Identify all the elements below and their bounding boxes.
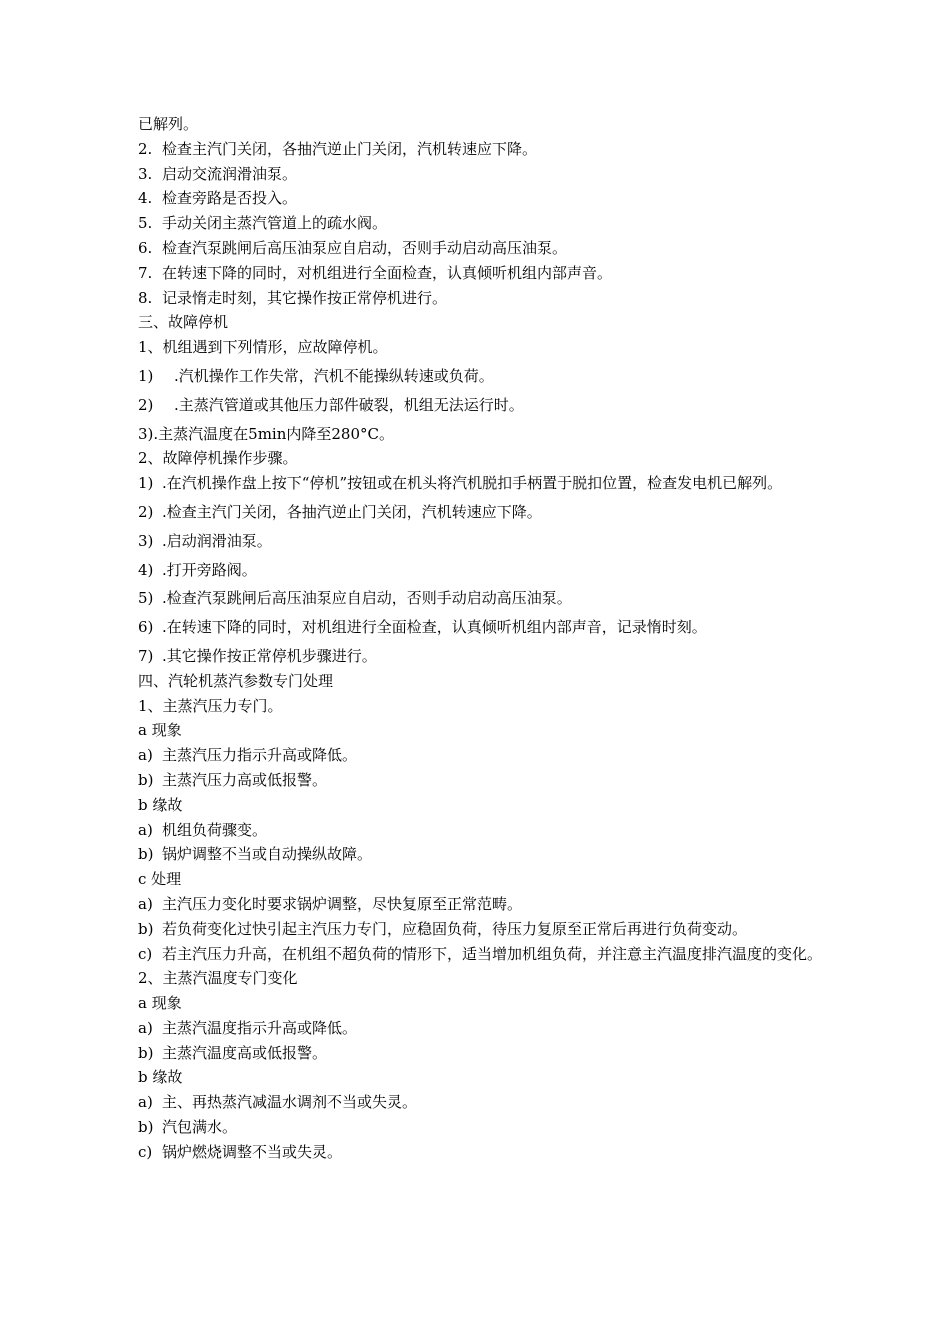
list-item <box>138 162 828 187</box>
item-text: .在转速下降的同时，对机组进行全面检查，认真倾听机组内部声音，记录惰时刻。 <box>162 618 707 637</box>
item-number: a) <box>138 820 153 839</box>
list-item <box>138 768 828 793</box>
item-text: 若负荷变化过快引起主汽压力专门，应稳固负荷，待压力复原至正常后再进行负荷变动。 <box>162 919 748 938</box>
list-item <box>138 186 828 211</box>
item-text: 手动关闭主蒸汽管道上的疏水阀。 <box>162 214 388 233</box>
heading-text: 2、主蒸汽温度专门变化 <box>138 969 298 988</box>
section-heading <box>138 669 828 694</box>
item-text: 主蒸汽温度高或低报警。 <box>162 1043 328 1062</box>
item-text: 汽包满水。 <box>162 1118 238 1137</box>
item-number: b) <box>138 1118 154 1137</box>
item-text: 锅炉燃烧调整不当或失灵。 <box>162 1142 343 1161</box>
label-text: b 缘故 <box>138 1068 183 1087</box>
line-text: 3).主蒸汽温度在5min内降至280°C。 <box>138 424 394 443</box>
heading-text: 2、故障停机操作步骤。 <box>138 449 298 468</box>
heading-text: 1、机组遇到下列情形，应故障停机。 <box>138 338 388 357</box>
item-text: 主蒸汽温度指示升高或降低。 <box>162 1018 358 1037</box>
list-item <box>138 471 828 496</box>
heading-text: 四、汽轮机蒸汽参数专门处理 <box>138 671 334 690</box>
item-text: 主蒸汽压力指示升高或降低。 <box>162 746 358 765</box>
item-number: 2. <box>138 139 153 158</box>
label-text: c 处理 <box>138 870 182 889</box>
item-number: 3) <box>138 531 154 550</box>
list-item <box>138 500 828 525</box>
item-text: 若主汽压力升高，在机组不超负荷的情形下，适当增加机组负荷，并注意主汽温度排汽温度的变化。 <box>162 944 823 963</box>
list-item <box>138 818 828 843</box>
category-label <box>138 867 828 892</box>
item-number: 4. <box>138 189 153 208</box>
list-item <box>138 586 828 611</box>
item-text: 在转速下降的同时，对机组进行全面检查，认真倾听机组内部声音。 <box>162 263 613 282</box>
item-number: 4) <box>138 560 154 579</box>
text-line <box>138 112 828 137</box>
category-label <box>138 793 828 818</box>
list-item <box>138 529 828 554</box>
item-text: .在汽机操作盘上按下“停机”按钮或在机头将汽机脱扣手柄置于脱扣位置，检查发电机已解列。 <box>162 474 783 493</box>
list-item <box>138 364 828 389</box>
item-number: 2) <box>138 395 154 414</box>
item-number: a) <box>138 746 153 765</box>
item-number: b) <box>138 1043 154 1062</box>
item-text: 机组负荷骤变。 <box>162 820 268 839</box>
item-text: .汽机操作工作失常，汽机不能操纵转速或负荷。 <box>174 366 494 385</box>
item-text: 启动交流润滑油泵。 <box>162 164 298 183</box>
list-item <box>138 615 828 640</box>
item-text: .检查主汽门关闭，各抽汽逆止门关闭，汽机转速应下降。 <box>162 502 542 521</box>
item-number: 7. <box>138 263 153 282</box>
item-number: 3. <box>138 164 153 183</box>
item-text: 记录惰走时刻，其它操作按正常停机进行。 <box>162 288 448 307</box>
list-item <box>138 942 828 967</box>
list-item <box>138 1115 828 1140</box>
item-text: 主蒸汽压力高或低报警。 <box>162 770 328 789</box>
label-text: b 缘故 <box>138 795 183 814</box>
list-item <box>138 286 828 311</box>
item-text: .打开旁路阀。 <box>162 560 257 579</box>
item-text: .启动润滑油泵。 <box>162 531 272 550</box>
subsection-heading <box>138 335 828 360</box>
list-item <box>138 211 828 236</box>
item-text: 检查旁路是否投入。 <box>162 189 298 208</box>
label-text: a 现象 <box>138 721 182 740</box>
item-text: 锅炉调整不当或自动操纵故障。 <box>162 845 373 864</box>
list-item <box>138 842 828 867</box>
item-number: 7) <box>138 646 154 665</box>
category-label <box>138 718 828 743</box>
item-number: 5. <box>138 214 153 233</box>
item-number: c) <box>138 1142 153 1161</box>
list-item <box>138 393 828 418</box>
item-number: 1) <box>138 366 154 385</box>
item-text: 检查主汽门关闭，各抽汽逆止门关闭，汽机转速应下降。 <box>162 139 538 158</box>
subsection-heading <box>138 966 828 991</box>
list-item <box>138 1140 828 1165</box>
item-number: a) <box>138 894 153 913</box>
list-item <box>138 892 828 917</box>
list-item <box>138 236 828 261</box>
item-number: 2) <box>138 502 154 521</box>
section-heading <box>138 310 828 335</box>
label-text: a 现象 <box>138 994 182 1013</box>
line-text: 已解列。 <box>138 115 199 133</box>
item-number: 6. <box>138 238 153 257</box>
subsection-heading <box>138 446 828 471</box>
item-text: .检查汽泵跳闸后高压油泵应自启动，否则手动启动高压油泵。 <box>162 589 572 608</box>
list-item <box>138 1016 828 1041</box>
heading-text: 1、主蒸汽压力专门。 <box>138 696 283 715</box>
heading-text: 三、故障停机 <box>138 313 229 332</box>
item-number: 5) <box>138 589 154 608</box>
list-item <box>138 261 828 286</box>
list-item <box>138 743 828 768</box>
item-text: 主汽压力变化时要求锅炉调整，尽快复原至正常范畴。 <box>162 894 523 913</box>
item-text: .其它操作按正常停机步骤进行。 <box>162 646 377 665</box>
text-line <box>138 422 828 447</box>
category-label <box>138 991 828 1016</box>
item-number: 8. <box>138 288 153 307</box>
document-body <box>138 112 828 1165</box>
item-number: b) <box>138 770 154 789</box>
item-number: c) <box>138 944 153 963</box>
item-number: 1) <box>138 474 154 493</box>
list-item <box>138 917 828 942</box>
list-item <box>138 137 828 162</box>
item-number: b) <box>138 845 154 864</box>
item-number: 6) <box>138 618 154 637</box>
category-label <box>138 1065 828 1090</box>
list-item <box>138 1041 828 1066</box>
item-number: b) <box>138 919 154 938</box>
subsection-heading <box>138 694 828 719</box>
item-number: a) <box>138 1093 153 1112</box>
item-text: 主、再热蒸汽减温水调剂不当或失灵。 <box>162 1093 418 1112</box>
item-text: 检查汽泵跳闸后高压油泵应自启动，否则手动启动高压油泵。 <box>162 238 568 257</box>
item-number: a) <box>138 1018 153 1037</box>
list-item <box>138 558 828 583</box>
list-item <box>138 644 828 669</box>
item-text: .主蒸汽管道或其他压力部件破裂，机组无法运行时。 <box>174 395 524 414</box>
list-item <box>138 1090 828 1115</box>
